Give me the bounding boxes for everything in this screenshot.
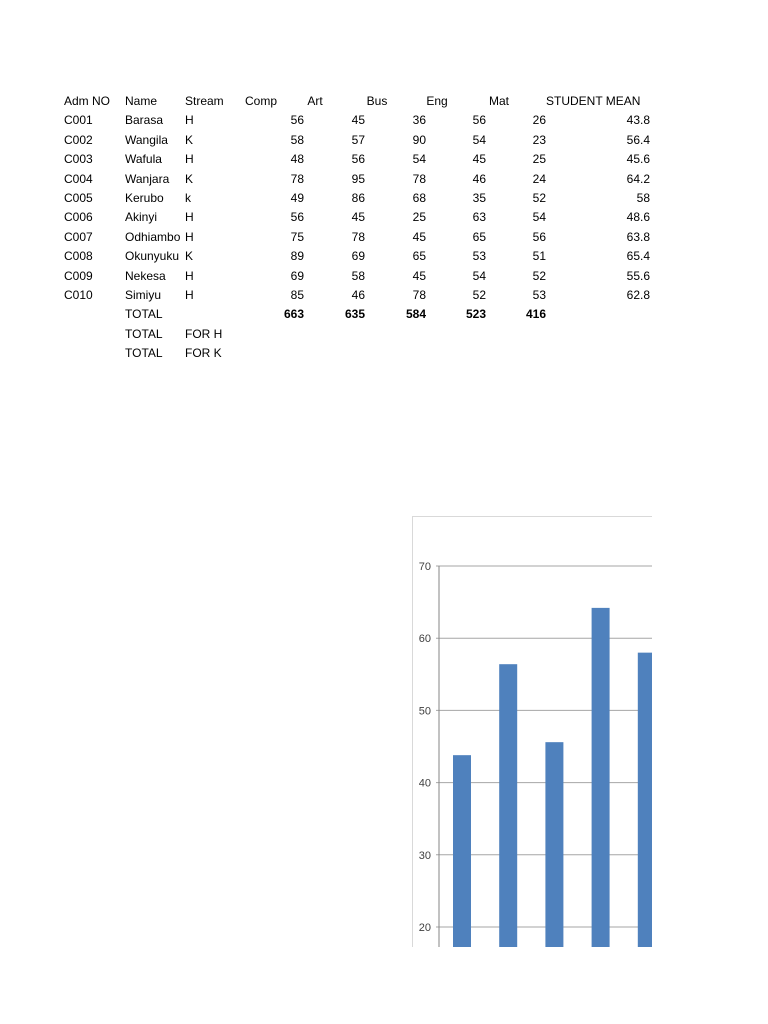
table-cell-stream[interactable]: H: [185, 229, 194, 244]
table-cell-art[interactable]: 46: [351, 288, 365, 302]
y-tick-label: 60: [418, 633, 431, 646]
total-k-suffix[interactable]: FOR K: [185, 346, 222, 361]
table-cell-adm[interactable]: C004: [64, 171, 93, 186]
bar: [545, 742, 563, 947]
table-cell-stream[interactable]: K: [185, 171, 194, 186]
table-cell-comp[interactable]: 49: [290, 191, 304, 205]
student-mean-chart-svg: [413, 517, 652, 947]
table-cell-comp[interactable]: 78: [290, 171, 304, 186]
table-cell-adm[interactable]: C008: [64, 249, 93, 264]
table-cell-stream[interactable]: K: [185, 249, 194, 264]
table-cell-mean[interactable]: 62.8: [626, 288, 650, 302]
table-cell-art[interactable]: 69: [351, 249, 365, 264]
table-cell-art[interactable]: 45: [351, 210, 365, 225]
header-cell[interactable]: Art: [307, 94, 323, 108]
header-cell[interactable]: Bus: [366, 94, 388, 108]
table-cell-comp[interactable]: 85: [290, 288, 304, 302]
table-cell-mat[interactable]: 52: [532, 268, 546, 283]
table-cell-stream[interactable]: H: [185, 113, 194, 128]
table-cell-name[interactable]: Nekesa: [125, 268, 166, 283]
table-cell-bus[interactable]: 25: [412, 210, 426, 225]
header-cell[interactable]: Comp: [245, 94, 278, 108]
table-cell-mat[interactable]: 53: [532, 288, 546, 302]
table-cell-bus[interactable]: 78: [412, 171, 426, 186]
table-cell-stream[interactable]: H: [185, 288, 194, 302]
table-cell-adm[interactable]: C009: [64, 268, 93, 283]
table-cell-art[interactable]: 78: [351, 229, 365, 244]
table-cell-adm[interactable]: C007: [64, 229, 93, 244]
total-k-label[interactable]: TOTAL: [125, 346, 163, 361]
table-cell-bus[interactable]: 65: [412, 249, 426, 264]
table-cell-comp[interactable]: 58: [290, 132, 304, 147]
table-cell-name[interactable]: Odhiambo: [125, 229, 181, 244]
table-cell-eng[interactable]: 63: [472, 210, 486, 225]
student-mean-chart: [412, 516, 652, 947]
table-cell-stream[interactable]: H: [185, 268, 194, 283]
table-cell-mat[interactable]: 52: [532, 191, 546, 205]
table-cell-mean[interactable]: 64.2: [626, 171, 650, 186]
total-cell-bus[interactable]: 584: [405, 307, 426, 322]
table-cell-stream[interactable]: H: [185, 152, 194, 167]
table-cell-eng[interactable]: 56: [472, 113, 486, 128]
table-cell-stream[interactable]: k: [185, 191, 191, 205]
table-cell-comp[interactable]: 48: [290, 152, 304, 167]
table-cell-eng[interactable]: 46: [472, 171, 486, 186]
table-cell-name[interactable]: Simiyu: [125, 288, 162, 302]
table-cell-name[interactable]: Wafula: [125, 152, 162, 167]
table-cell-mat[interactable]: 23: [532, 132, 546, 147]
table-cell-mean[interactable]: 65.4: [626, 249, 650, 264]
table-cell-mat[interactable]: 26: [532, 113, 546, 128]
table-cell-eng[interactable]: 65: [472, 229, 486, 244]
table-cell-art[interactable]: 56: [351, 152, 365, 167]
table-cell-mean[interactable]: 63.8: [626, 229, 650, 244]
table-cell-name[interactable]: Barasa: [125, 113, 164, 128]
table-cell-name[interactable]: Wangila: [125, 132, 168, 147]
total-h-suffix[interactable]: FOR H: [185, 326, 223, 341]
table-cell-mat[interactable]: 54: [532, 210, 546, 225]
table-cell-eng[interactable]: 54: [472, 132, 486, 147]
table-cell-comp[interactable]: 69: [290, 268, 304, 283]
table-cell-eng[interactable]: 45: [472, 152, 486, 167]
total-label[interactable]: TOTAL: [125, 307, 163, 322]
table-cell-art[interactable]: 95: [351, 171, 365, 186]
y-tick-label: 50: [418, 705, 431, 718]
table-cell-art[interactable]: 86: [351, 191, 365, 205]
table-cell-adm[interactable]: C010: [64, 288, 93, 302]
table-cell-bus[interactable]: 68: [412, 191, 426, 205]
header-cell[interactable]: Mat: [488, 94, 509, 108]
table-cell-bus[interactable]: 78: [412, 288, 426, 302]
table-cell-art[interactable]: 58: [351, 268, 365, 283]
table-cell-eng[interactable]: 52: [472, 288, 486, 302]
header-cell[interactable]: Adm NO: [64, 94, 111, 108]
y-tick-label: 70: [418, 561, 431, 573]
y-tick-label: 20: [418, 922, 431, 934]
bar: [499, 664, 517, 947]
table-cell-adm[interactable]: C002: [64, 132, 93, 147]
table-cell-bus[interactable]: 36: [412, 113, 426, 128]
table-cell-mean[interactable]: 55.6: [626, 268, 650, 283]
table-cell-mean[interactable]: 45.6: [626, 152, 650, 167]
table-cell-comp[interactable]: 56: [290, 210, 304, 225]
table-cell-mat[interactable]: 25: [532, 152, 546, 167]
y-tick-label: 40: [418, 777, 431, 790]
table-cell-mean[interactable]: 43.8: [626, 113, 650, 128]
total-cell-comp[interactable]: 663: [283, 307, 304, 322]
total-cell-art[interactable]: 635: [344, 307, 365, 322]
bar: [453, 755, 471, 947]
table-cell-bus[interactable]: 54: [412, 152, 426, 167]
table-cell-mean[interactable]: 48.6: [626, 210, 650, 225]
table-cell-name[interactable]: Wanjara: [125, 171, 170, 186]
y-tick-label: 30: [418, 849, 431, 862]
table-cell-adm[interactable]: C003: [64, 152, 93, 167]
total-cell-eng[interactable]: 523: [465, 307, 486, 322]
total-h-label[interactable]: TOTAL: [125, 326, 163, 341]
bar: [592, 608, 610, 947]
table-cell-stream[interactable]: K: [185, 132, 194, 147]
table-cell-art[interactable]: 45: [351, 113, 365, 128]
table-cell-comp[interactable]: 56: [290, 113, 304, 128]
table-cell-comp[interactable]: 75: [290, 229, 304, 244]
total-cell-mat[interactable]: 416: [525, 307, 546, 322]
table-cell-adm[interactable]: C005: [64, 191, 93, 205]
table-cell-stream[interactable]: H: [185, 210, 194, 225]
table-cell-name[interactable]: Okunyuku: [125, 249, 180, 264]
table-cell-name[interactable]: Akinyi: [125, 210, 158, 225]
header-cell[interactable]: Stream: [185, 94, 224, 108]
table-cell-eng[interactable]: 54: [472, 268, 486, 283]
table-cell-mat[interactable]: 51: [532, 249, 546, 264]
header-cell[interactable]: Eng: [426, 94, 448, 108]
table-cell-bus[interactable]: 90: [412, 132, 426, 147]
table-cell-adm[interactable]: C001: [64, 113, 93, 128]
table-cell-mat[interactable]: 24: [532, 171, 546, 186]
table-cell-adm[interactable]: C006: [64, 210, 93, 225]
table-cell-mean[interactable]: 58: [636, 191, 650, 205]
header-cell[interactable]: Name: [125, 94, 158, 108]
table-cell-bus[interactable]: 45: [412, 229, 426, 244]
header-cell[interactable]: STUDENT MEAN: [546, 94, 641, 108]
table-cell-comp[interactable]: 89: [290, 249, 304, 264]
table-cell-mean[interactable]: 56.4: [626, 132, 650, 147]
table-cell-mat[interactable]: 56: [532, 229, 546, 244]
table-cell-eng[interactable]: 53: [472, 249, 486, 264]
bar: [638, 653, 652, 947]
table-cell-art[interactable]: 57: [351, 132, 365, 147]
table-cell-bus[interactable]: 45: [412, 268, 426, 283]
table-cell-name[interactable]: Kerubo: [125, 191, 164, 205]
table-cell-eng[interactable]: 35: [472, 191, 486, 205]
